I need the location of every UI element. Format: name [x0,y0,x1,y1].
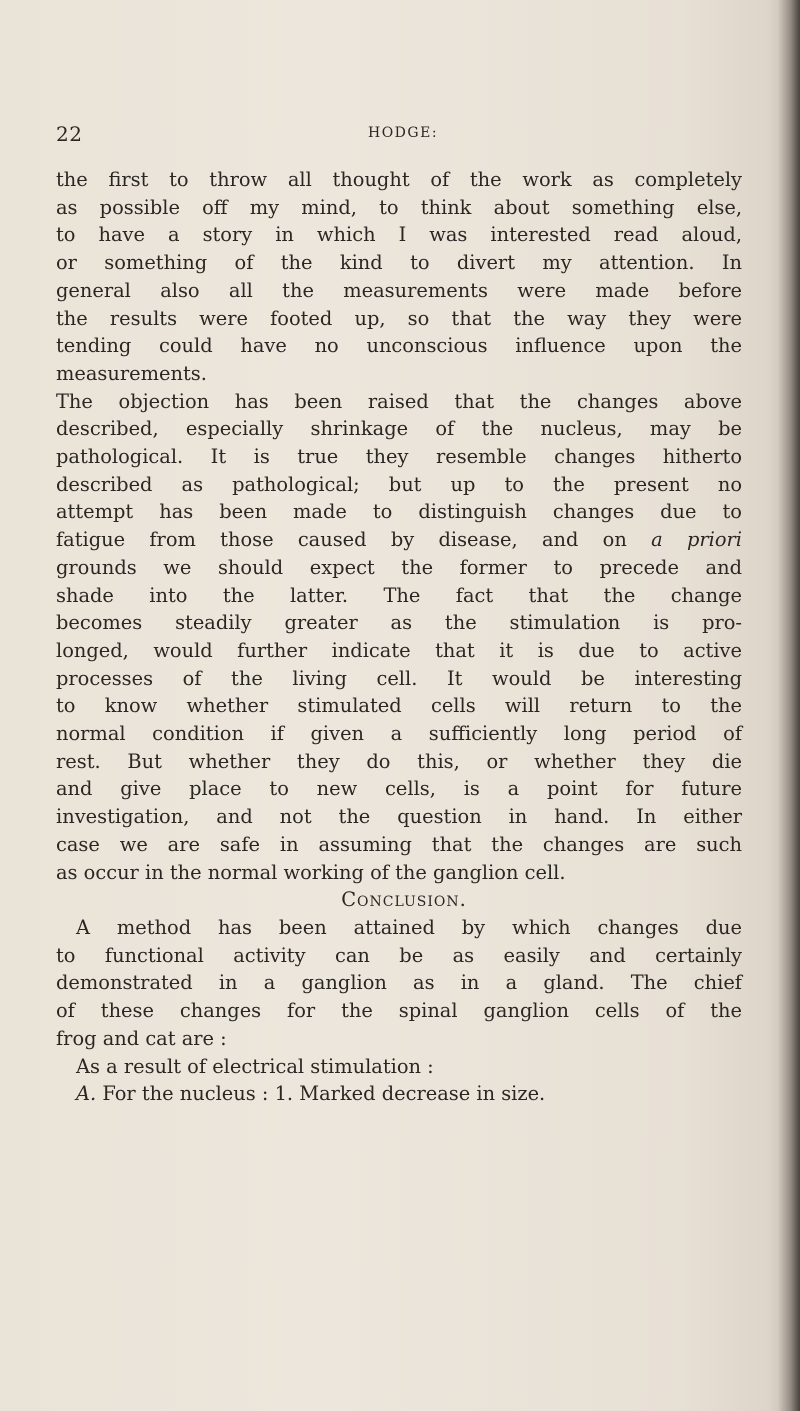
text-line: as possible off my mind, to think about something else, [56,195,742,219]
text-segment: For the nucleus : 1. Marked decrease in size. [96,1082,546,1106]
text-line [56,1080,742,1108]
text-line: general also all the measurements were made before [56,278,742,302]
text-line: the first to throw all thought of the work as completely [56,168,742,191]
text-line: becomes steadily greater as the stimulation is pro- [56,611,742,635]
text-line: described, especially shrinkage of the nucleus, may be [56,417,742,441]
text-line: shade into the latter. The fact that the change [56,583,742,607]
page-header [0,122,800,152]
text-line: processes of the living cell. It would be interesting [56,666,742,690]
running-head: HODGE: [368,125,439,141]
text-line: pathological. It is true they resemble changes hitherto [56,445,742,469]
list-letter: A. [76,1082,97,1106]
text-line: longed, would further indicate that it is due to active [56,638,742,662]
text-line: grounds we should expect the former to precede and [56,555,742,579]
italic-phrase: a priori [651,528,742,552]
text-line: As a result of electrical stimulation : [76,1054,434,1078]
text-line: to know whether stimulated cells will return to the [56,694,742,718]
section-heading: Conclusion. [341,888,467,912]
text-line: to functional activity can be as easily and certainly [56,943,742,967]
text-line-with-italic [56,526,742,554]
text-line: case we are safe in assuming that the changes are such [56,832,742,856]
text-segment: fatigue from those caused by disease, and on [56,528,652,552]
text-line: as occur in the normal working of the ganglion cell. [56,860,566,884]
text-line: the results were footed up, so that the way they were [56,306,742,330]
text-line: tending could have no unconscious influence upon the [56,334,742,358]
text-line: of these changes for the spinal ganglion cells of the [56,999,742,1023]
text-line: and give place to new cells, is a point for future [56,777,742,801]
text-line: frog and cat are : [56,1026,227,1050]
page-number: 22 [56,122,83,146]
text-line: described as pathological; but up to the present no [56,472,742,496]
text-line: investigation, and not the question in hand. In either [56,805,742,829]
text-line: attempt has been made to distinguish changes due to [56,500,742,524]
text-line: normal condition if given a sufficiently long period of [56,722,742,746]
text-line: to have a story in which I was interested read aloud, [56,223,742,247]
text-line: The objection has been raised that the changes above [56,389,742,413]
text-line: demonstrated in a ganglion as in a gland. The chief [56,971,742,995]
text-line: or something of the kind to divert my attention. In [56,251,742,275]
text-line: A method has been attained by which changes due [76,915,742,939]
page-edge-shadow [778,0,800,1411]
text-line: measurements. [56,361,207,385]
body-text [56,166,742,1108]
text-line: rest. But whether they do this, or whether they die [56,749,742,773]
